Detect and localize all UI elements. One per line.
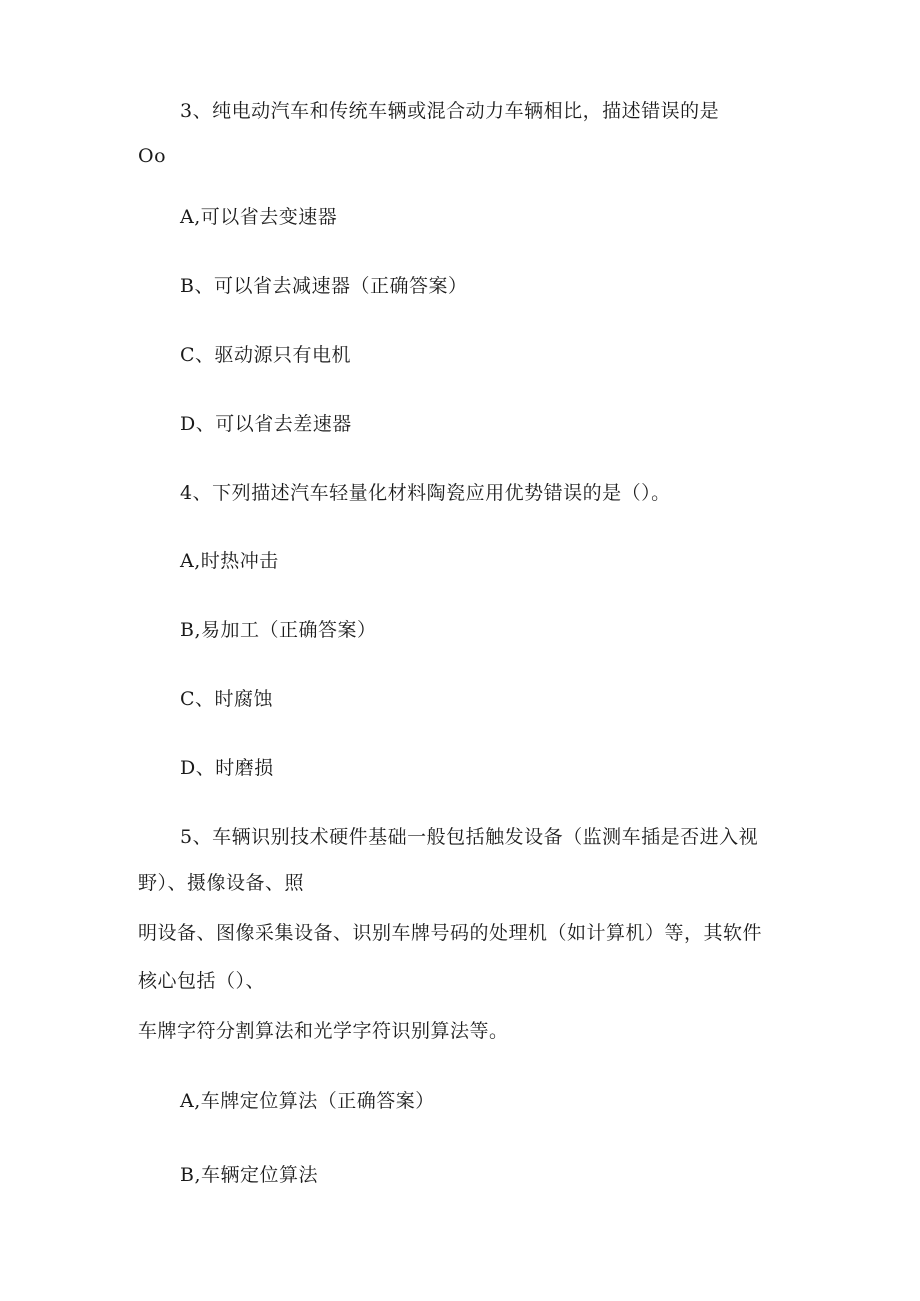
question-5-stem-line-3: 明设备、图像采集设备、识别车牌号码的处理机（如计算机）等，其软件 <box>138 922 763 944</box>
question-5-option-a: A,车牌定位算法（正确答案） <box>180 1090 435 1112</box>
question-3-stem-continuation: Oo <box>138 145 167 167</box>
question-3-option-c: C、驱动源只有电机 <box>180 344 352 366</box>
question-4-option-c: C、时腐蚀 <box>180 688 274 710</box>
question-5-stem-line-2: 野）、摄像设备、照 <box>138 872 305 894</box>
question-4-option-b: B,易加工（正确答案） <box>180 619 377 641</box>
question-5-stem: 5、车辆识别技术硬件基础一般包括触发设备（监测车插是否进入视 <box>180 826 759 848</box>
question-5-stem-line-4: 核心包括（）、 <box>138 970 266 992</box>
question-3-option-d: D、可以省去差速器 <box>180 413 352 435</box>
question-3-option-b: B、可以省去减速器（正确答案） <box>180 275 468 297</box>
question-4-option-a: A,时热冲击 <box>180 550 279 572</box>
question-3-option-a: A,可以省去变速器 <box>180 206 338 228</box>
question-4-stem: 4、下列描述汽车轻量化材料陶瓷应用优势错误的是（）。 <box>180 482 671 504</box>
question-4-option-d: D、时磨损 <box>180 757 274 779</box>
question-5-stem-line-5: 车牌字符分割算法和光学字符识别算法等。 <box>138 1020 509 1042</box>
question-5-option-b: B,车辆定位算法 <box>180 1164 319 1186</box>
question-3-stem: 3、纯电动汽车和传统车辆或混合动力车辆相比，描述错误的是 <box>180 100 720 122</box>
